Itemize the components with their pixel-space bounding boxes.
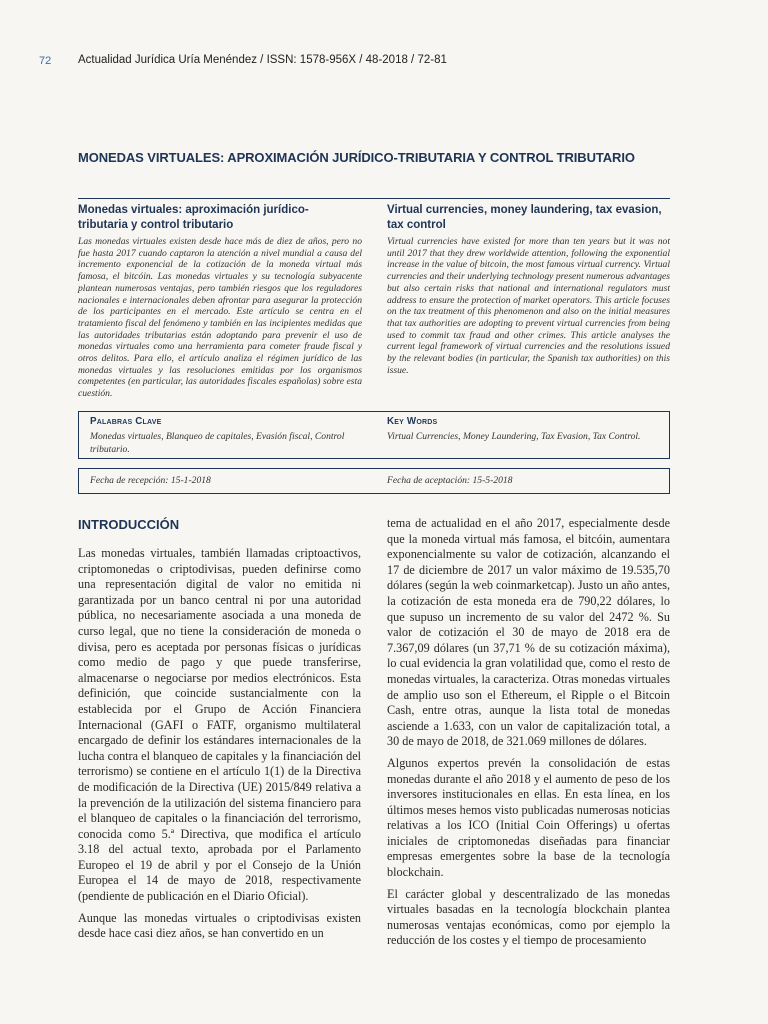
abstract-es-text: Las monedas virtuales existen desde hace más de diez de años, pero no fue hasta 2017 cuando captaron la atención a nivel mundial a causa del incremento exponencial de la cotización de la moneda virtual más famosa, el bitcóin. Las monedas virtuales y su tecnología subyacente plantean numerosas ventajas, pero también riesgos que los reguladores nacionales e internacionales deben afrontar para asegurar la protección de los participantes en el mercado. Este artículo se centra en el tratamiento fiscal del fenómeno y también en las incipientes medidas que las autoridades tributarias están adoptando para prevenir el uso de monedas virtuales como una herramienta para cometer fraude fiscal y otros delitos. Para ello, el artículo analiza el régimen jurídico de las monedas virtuales y las resoluciones emitidas por los organismos competentes (en particular, las autoridades fiscales españolas) sobre esta cuestión. [78, 236, 362, 400]
article-title: MONEDAS VIRTUALES: APROXIMACIÓN JURÍDICO-TRIBUTARIA Y CONTROL TRIBUTARIO [78, 150, 635, 165]
paragraph: Aunque las monedas virtuales o criptodivisas existen desde hace casi diez años, se han convertido en un [78, 910, 361, 941]
paragraph: Las monedas virtuales, también llamadas criptoactivos, criptomonedas o criptodivisas, pueden definirse como una representación digital de valor no emitida ni garantizada por un banco central ni por una autoridad pública, no necesariamente asociada a una moneda de curso legal, que no tiene la consideración de moneda o divisa, pero es aceptada por personas físicas o jurídicas como medio de pago y que puede transferirse, almacenarse o negociarse por medios electrónicos. Esta definición, que coincide sustancialmente con la establecida por el Grupo de Acción Financiera Internacional (GAFI o FATF, organismo multilateral encargado de definir los estándares internacionales de la lucha contra el blanqueo de capitales y la financiación del terrorismo) se contiene en el artículo 1(1) de la Directiva de modificación de la Directiva (UE) 2015/849 relativa a la prevención de la utilización del sistema financiero para el blanqueo de capitales o la financiación del terrorismo, conocida como 5.ª Directiva, que modifica el artículo 3.18 del actual texto, aprobada por el Parlamento Europeo el 19 de abril y por el Consejo de la Unión Europea el 14 de mayo de 2018, respectivamente (pendiente de publicación en el Diario Oficial). [78, 546, 361, 904]
running-head: Actualidad Jurídica Uría Menéndez / ISSN: 1578-956X / 48-2018 / 72-81 [78, 54, 447, 66]
keywords-es-text: Monedas virtuales, Blanqueo de capitales, Evasión fiscal, Control tributario. [90, 431, 345, 455]
received-date: Fecha de recepción: 15-1-2018 [90, 475, 211, 486]
keywords-es-heading: Palabras Clave [90, 416, 162, 427]
body-column-left [78, 546, 361, 948]
paragraph: Algunos expertos prevén la consolidación de estas monedas durante el año 2018 y el aumento de peso de los inversores institucionales en ellas. En esta línea, en los últimos meses hemos visto publicadas numerosas noticias relativas a los ICO (Initial Coin Offerings) u ofertas iniciales de criptomonedas diseñadas para financiar empresas emergentes sobre la base de la tecnología blockchain. [387, 755, 670, 880]
keywords-en-heading: Key Words [387, 416, 438, 427]
divider-rule [78, 198, 670, 199]
abstract-en-text: Virtual currencies have existed for more than ten years but it was not until 2017 that they drew worldwide attention, following the exponential increase in the value of bitcoin, the most famous virtual currency. Virtual currencies and their underlying technology present numerous advantages but also certain risks that national and international regulators must address to ensure the protection of market operators. This article focuses on the tax treatment of this phenomenon and also on the initial measures that tax authorities are adopting to prevent virtual currencies from being used to commit tax fraud and other crimes. This article analyses the current legal framework of virtual currencies and the resolutions issued by the relevant bodies (in particular, the Spanish tax authorities) on this issue. [387, 236, 670, 376]
accepted-date: Fecha de aceptación: 15-5-2018 [387, 475, 513, 486]
abstract-es-heading: Monedas virtuales: aproximación jurídico-tributaria y control tributario [78, 204, 309, 231]
abstract-en-heading: Virtual currencies, money laundering, tax evasion, tax control [387, 204, 662, 231]
section-heading: INTRODUCCIÓN [78, 517, 180, 532]
keywords-en-text: Virtual Currencies, Money Laundering, Tax Evasion, Tax Control. [387, 431, 641, 442]
page-number: 72 [39, 55, 52, 67]
paragraph: El carácter global y descentralizado de las monedas virtuales basadas en la tecnología blockchain plantea numerosas ventajas económicas, como por ejemplo la reducción de los costes y el tiempo de procesamiento [387, 886, 670, 948]
paragraph: tema de actualidad en el año 2017, especialmente desde que la moneda virtual más famosa, el bitcóin, aumentara exponencialmente su valor de cotización, alcanzando el 17 de diciembre de 2017 un valor máximo de 19.535,70 dólares (según la web coinmarketcap). Justo un año antes, la cotización de esta moneda era de 790,22 dólares, lo que supuso un incremento de su valor del 2472 %. Su valor de cotización el 30 de mayo de 2018 era de 7.367,09 dólares (un 37,71 % de su cotización máxima), lo cual evidencia la gran volatilidad que, como el resto de monedas virtuales, la caracteriza. Otras monedas virtuales de amplio uso son el Ethereum, el Ripple o el Bitcoin Cash, entre otras, aunque la lista total de monedas asciende a 1.633, con un valor de capitalización total, a 30 de mayo de 2018, de 321.069 millones de dólares. [387, 516, 670, 749]
body-column-right [387, 516, 670, 955]
